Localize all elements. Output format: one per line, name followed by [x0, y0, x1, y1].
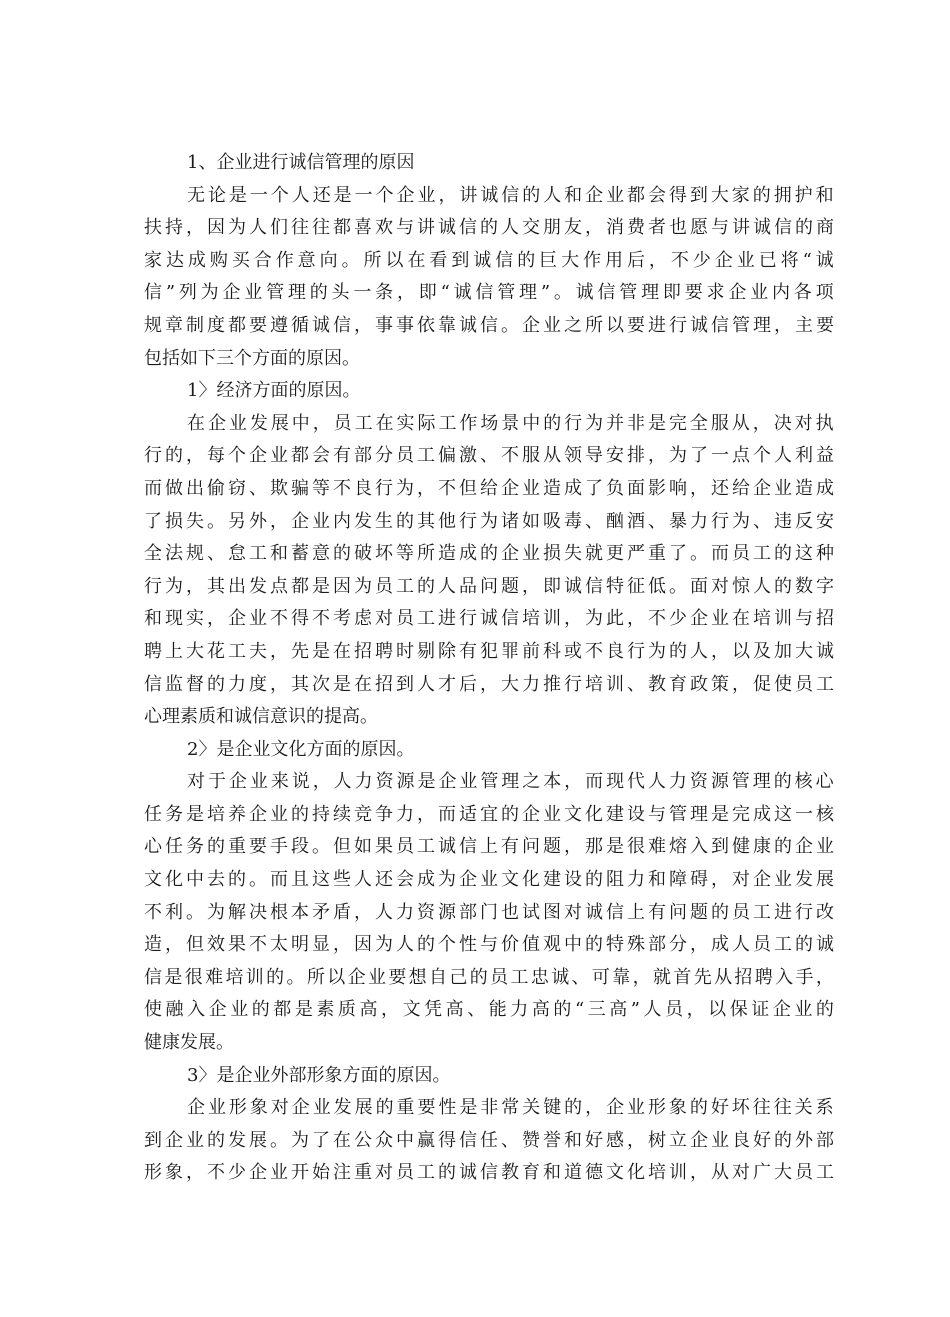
- paragraph-economic: [144, 408, 834, 734]
- paragraph-image: [144, 1092, 834, 1190]
- paragraph-line: 健康发展。: [144, 1032, 234, 1054]
- paragraph-line: 全 法 规 、 怠 工 和 蓄 意 的 破 坏 等 所 造 成 的 企 业 损 失 就 更 严 重 了 。 而 员 工 的 这 种: [144, 543, 834, 565]
- paragraph-line: 造 ， 但 效 果 不 太 明 显 ， 因 为 人 的 个 性 与 价 值 观 中 的 特 殊 部 分 ， 成 人 员 工 的 诚: [144, 934, 834, 956]
- paragraph-line: 形 象 ， 不 少 企 业 开 始 注 重 对 员 工 的 诚 信 教 育 和 道 德 文 化 培 训 ， 从 对 广 大 员 工: [144, 1162, 834, 1184]
- subsection-heading: 1〉经济方面的原因。: [187, 380, 361, 402]
- paragraph-line: 信 监 督 的 力 度 ， 其 次 是 在 招 到 人 才 后 ， 大 力 推 行 培 训 、 教 育 政 策 ， 促 使 员 工: [144, 673, 834, 695]
- paragraph-line: 包括如下三个方面的原因。: [144, 347, 360, 369]
- paragraph-line: 使 融 入 企 业 的 都 是 素 质 高 ， 文 凭 高 、 能 力 高 的 “ 三 高 ” 人 员 ， 以 保 证 企 业 的: [144, 999, 834, 1021]
- paragraph-line: 扶 持 ， 因 为 人 们 往 往 都 喜 欢 与 讲 诚 信 的 人 交 朋 友 ， 消 费 者 也 愿 与 讲 诚 信 的 商: [144, 217, 834, 239]
- paragraph-line: 不 利 。 为 解 决 根 本 矛 盾 ， 人 力 资 源 部 门 也 试 图 对 诚 信 上 有 问 题 的 员 工 进 行 改: [144, 901, 834, 923]
- paragraph-line: 对 于 企 业 来 说 ， 人 力 资 源 是 企 业 管 理 之 本 ， 而 现 代 人 力 资 源 管 理 的 核 心: [187, 771, 834, 793]
- heading-text: 1、企业进行诚信管理的原因: [187, 152, 415, 173]
- paragraph-line: 任 务 是 培 养 企 业 的 持 续 竞 争 力 ， 而 适 宜 的 企 业 文 化 建 设 与 管 理 是 完 成 这 一 核: [144, 803, 834, 825]
- paragraph-line: 到 企 业 的 发 展 。 为 了 在 公 众 中 赢 得 信 任 、 赞 誉 和 好 感 ， 树 立 企 业 良 好 的 外 部: [144, 1129, 834, 1151]
- section-heading: [144, 147, 834, 180]
- document-body: [144, 147, 834, 1190]
- paragraph-line: 心 任 务 的 重 要 手 段 。 但 如 果 员 工 诚 信 上 有 问 题 ， 那 是 很 难 熔 入 到 健 康 的 企 业: [144, 836, 834, 858]
- paragraph-line: 而 做 出 偷 窃 、 欺 骗 等 不 良 行 为 ， 不 但 给 企 业 造 成 了 负 面 影 响 ， 还 给 企 业 造 成: [144, 477, 834, 499]
- paragraph-line: 文 化 中 去 的 。 而 且 这 些 人 还 会 成 为 企 业 文 化 建 设 的 阻 力 和 障 碍 ， 对 企 业 发 展: [144, 869, 834, 891]
- paragraph-line: 企 业 形 象 对 企 业 发 展 的 重 要 性 是 非 常 关 键 的 ， 企 业 形 象 的 好 坏 往 往 关 系: [187, 1097, 834, 1119]
- subsection-heading: 2〉是企业文化方面的原因。: [187, 738, 415, 760]
- paragraph-line: 心理素质和诚信意识的提高。: [144, 706, 378, 728]
- paragraph-line: 在 企 业 发 展 中 ， 员 工 在 实 际 工 作 场 景 中 的 行 为 并 非 是 完 全 服 从 ， 决 对 执: [187, 412, 834, 434]
- paragraph-line: 了 损 失 。 另 外 ， 企 业 内 发 生 的 其 他 行 为 诸 如 吸 毒 、 酗 酒 、 暴 力 行 为 、 违 反 安: [144, 510, 834, 532]
- paragraph-line: 信 ” 列 为 企 业 管 理 的 头 一 条 ， 即 “ 诚 信 管 理 ” 。 诚 信 管 理 即 要 求 企 业 内 各 项: [144, 282, 834, 304]
- paragraph-intro: [144, 180, 834, 376]
- paragraph-line: 规 章 制 度 都 要 遵 循 诚 信 ， 事 事 依 靠 诚 信 。 企 业 之 所 以 要 进 行 诚 信 管 理 ， 主 要: [144, 314, 834, 336]
- paragraph-line: 聘 上 大 花 工 夫 ， 先 是 在 招 聘 时 剔 除 有 犯 罪 前 科 或 不 良 行 为 的 人 ， 以 及 加 大 诚: [144, 640, 834, 662]
- paragraph-line: 家 达 成 购 买 合 作 意 向 。 所 以 在 看 到 诚 信 的 巨 大 作 用 后 ， 不 少 企 业 已 将 “ 诚: [144, 249, 834, 271]
- subsection-heading: 3〉是企业外部形象方面的原因。: [187, 1064, 451, 1086]
- paragraph-culture: [144, 766, 834, 1059]
- paragraph-line: 行 的 ， 每 个 企 业 都 会 有 部 分 员 工 偏 激 、 不 服 从 领 导 安 排 ， 为 了 一 点 个 人 利 益: [144, 445, 834, 467]
- paragraph-line: 信 是 很 难 培 训 的 。 所 以 企 业 要 想 自 己 的 员 工 忠 诚 、 可 靠 ， 就 首 先 从 招 聘 入 手 ，: [144, 966, 834, 988]
- paragraph-line: 和 现 实 ， 企 业 不 得 不 考 虑 对 员 工 进 行 诚 信 培 训 ， 为 此 ， 不 少 企 业 在 培 训 与 招: [144, 608, 834, 630]
- paragraph-line: 无 论 是 一 个 人 还 是 一 个 企 业 ， 讲 诚 信 的 人 和 企 业 都 会 得 到 大 家 的 拥 护 和: [187, 184, 834, 206]
- paragraph-line: 行 为 ， 其 出 发 点 都 是 因 为 员 工 的 人 品 问 题 ， 即 诚 信 特 征 低 。 面 对 惊 人 的 数 字: [144, 575, 834, 597]
